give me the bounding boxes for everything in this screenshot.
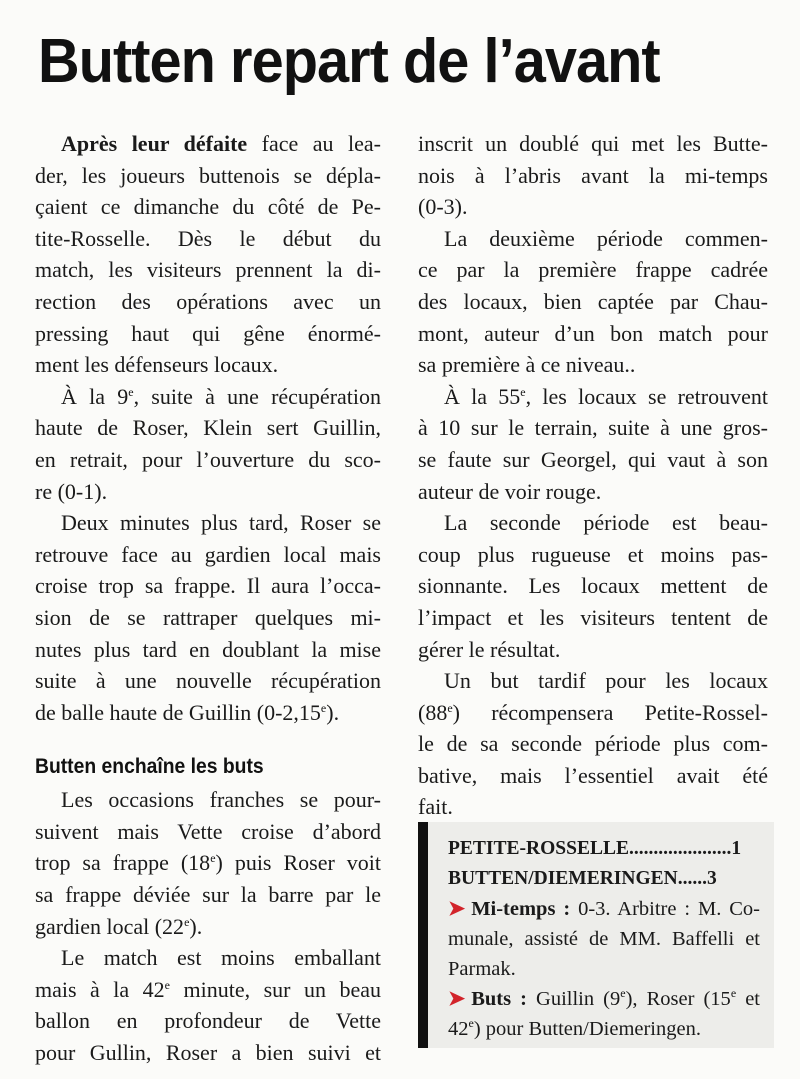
left-column — [35, 128, 381, 1069]
paragraph-line: nutes plus tard en doublant la mise — [35, 636, 381, 662]
paragraph-line: À la 55e, les locaux se retrouvent — [444, 383, 768, 409]
lead-in: Après leur défaite — [61, 131, 248, 156]
paragraph-line: sa première à ce niveau.. — [418, 352, 636, 378]
paragraph-line: de balle haute de Guillin (0-2,15e). — [35, 699, 340, 725]
right-column — [418, 128, 768, 823]
paragraph-line: des locaux, bien captée par Chau- — [418, 288, 768, 314]
arrow-icon: ➤ — [448, 898, 466, 920]
halftime-line: Parmak. — [448, 958, 516, 980]
paragraph-line: La deuxième période commen- — [444, 225, 768, 251]
subheading: Butten enchaîne les buts — [35, 755, 264, 779]
paragraph-line: le de sa seconde période plus com- — [418, 731, 768, 757]
paragraph-line: en retrait, pour l’ouverture du sco- — [35, 446, 381, 472]
paragraph-line: Le match est moins emballant — [61, 945, 381, 971]
paragraph-line: fait. — [418, 794, 453, 820]
goals-line: ➤ Buts : Guillin (9e), Roser (15e et — [448, 986, 760, 1010]
paragraph-line: der, les joueurs buttenois se dépla- — [35, 162, 381, 188]
paragraph-line: À la 9e, suite à une récupération — [61, 383, 382, 409]
paragraph-line: croise trop sa frappe. Il aura l’occa- — [35, 573, 381, 599]
paragraph-line: sionnante. Les locaux mettent de — [418, 573, 768, 599]
paragraph-line: çaient ce dimanche du côté de Pe- — [35, 194, 381, 220]
paragraph-line: sion de se rattraper quelques mi- — [35, 604, 381, 630]
paragraph-line: inscrit un doublé qui met les Butte- — [418, 131, 768, 156]
paragraph-line: l’impact et les visiteurs tentent de — [418, 604, 768, 630]
score-line-home: PETITE-ROSSELLE.....................1 — [448, 838, 742, 859]
paragraph-line: gérer le résultat. — [418, 636, 561, 662]
paragraph-line: ment les défenseurs locaux. — [35, 352, 279, 378]
paragraph-line: Les occasions franches se pour- — [61, 787, 381, 813]
paragraph-line: auteur de voir rouge. — [418, 478, 602, 504]
paragraph-line: haute de Roser, Klein sert Guillin, — [35, 415, 381, 441]
halftime-line: ➤ Mi-temps : 0-3. Arbitre : M. Co- — [448, 898, 760, 920]
paragraph-line: retrouve face au gardien local mais — [35, 541, 381, 567]
paragraph-line: trop sa frappe (18e) puis Roser voit — [35, 850, 381, 876]
paragraph-line: mais à la 42e minute, sur un beau — [35, 976, 381, 1002]
paragraph-line: Après leur défaite face au lea- — [61, 131, 381, 156]
paragraph-line: suivent mais Vette croise d’abord — [35, 818, 381, 844]
arrow-icon: ➤ — [448, 988, 466, 1010]
paragraph-line: Un but tardif pour les locaux — [444, 668, 768, 694]
paragraph-line: pressing haut qui gêne énormé- — [35, 320, 381, 346]
paragraph-line: coup plus rugueuse et moins pas- — [418, 541, 768, 567]
goals-line: 42e) pour Butten/Diemeringen. — [448, 1016, 701, 1040]
paragraph-line: (0-3). — [418, 194, 468, 220]
paragraph-line: sa frappe déviée sur la barre par le — [35, 882, 381, 908]
paragraph-line: pour Gullin, Roser a bien suivi et — [35, 1040, 381, 1066]
score-box — [418, 822, 774, 1048]
paragraph-line: nois à l’abris avant la mi-temps — [418, 162, 768, 188]
paragraph-line: ballon en profondeur de Vette — [35, 1008, 381, 1034]
headline: Butten repart de l’avant — [38, 27, 660, 96]
paragraph-line: mont, auteur d’un bon match pour — [418, 320, 768, 346]
paragraph-line: rection des opérations avec un — [35, 288, 381, 314]
paragraph-line: re (0-1). — [35, 478, 108, 504]
paragraph-line: La seconde période est beau- — [444, 510, 768, 536]
paragraph-line: Deux minutes plus tard, Roser se — [61, 510, 381, 536]
paragraph-line: gardien local (22e). — [35, 913, 203, 939]
paragraph-line: ce par la première frappe cadrée — [418, 257, 768, 283]
paragraph-line: (88e) récompensera Petite-Rossel- — [418, 699, 768, 725]
paragraph-line: tite-Rosselle. Dès le début du — [35, 225, 381, 251]
paragraph-line: suite à une nouvelle récupération — [35, 668, 381, 694]
paragraph-line: match, les visiteurs prennent la di- — [35, 257, 381, 283]
paragraph-line: à 10 sur le terrain, suite à une gros- — [418, 415, 768, 441]
score-line-away: BUTTEN/DIEMERINGEN......3 — [448, 868, 717, 889]
paragraph-line: se faute sur Georgel, qui vaut à son — [418, 446, 768, 472]
paragraph-line: bative, mais l’essentiel avait été — [418, 762, 768, 788]
halftime-line: munale, assisté de MM. Baffelli et — [448, 928, 760, 950]
